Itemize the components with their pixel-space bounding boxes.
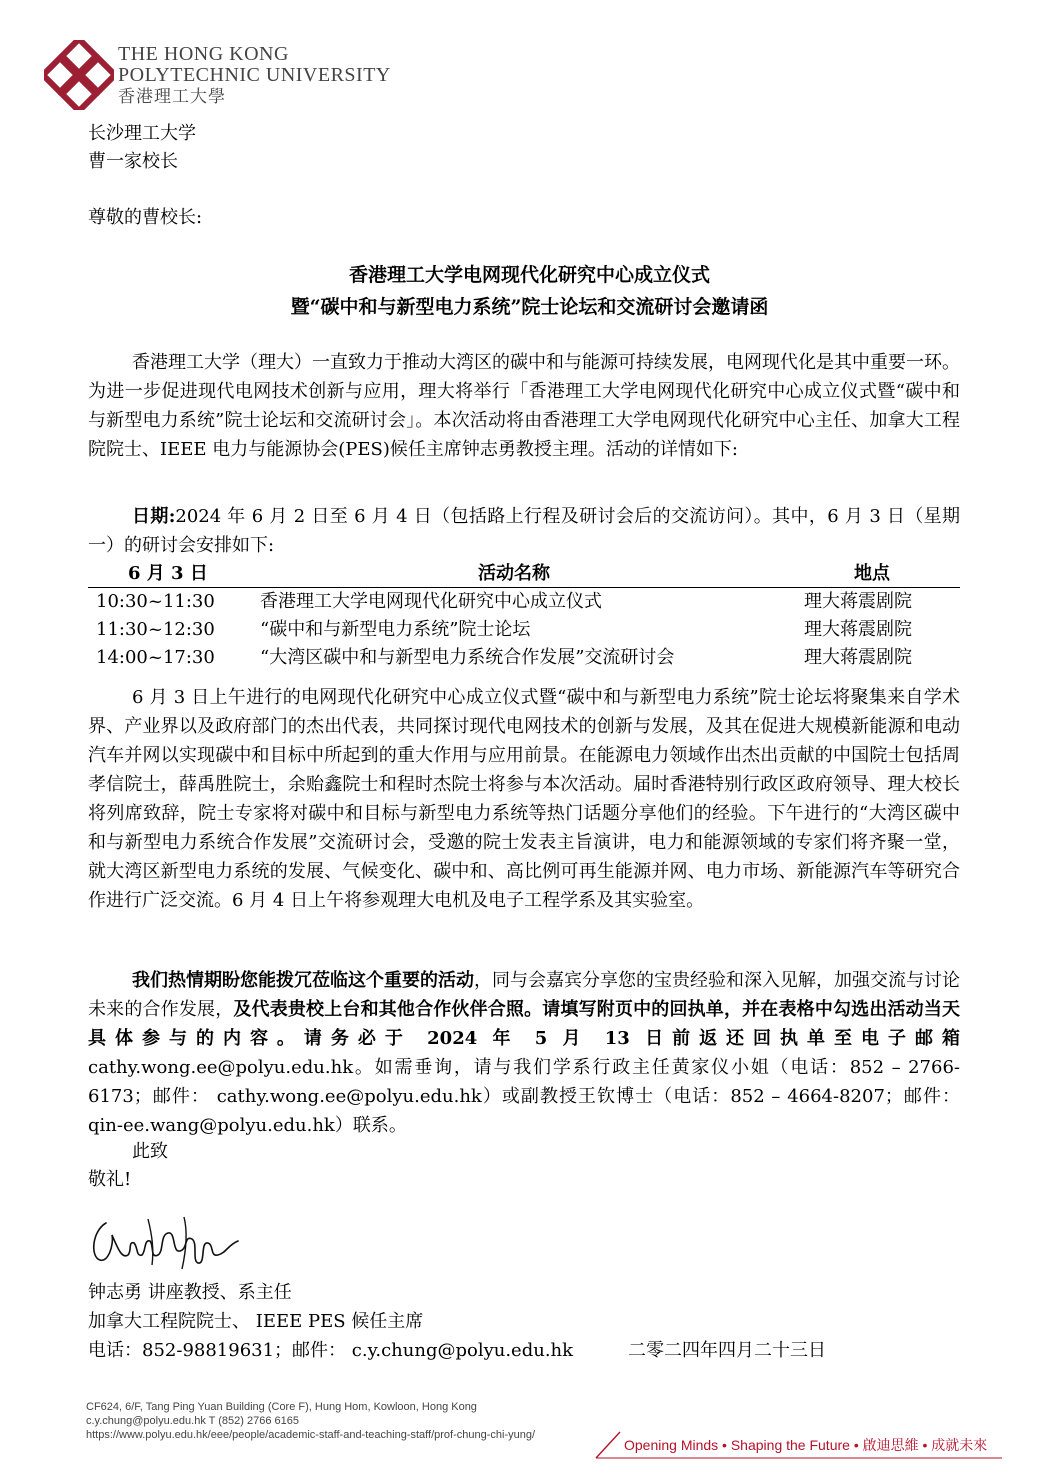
letter-date: 二零二四年四月二十三日 — [628, 1340, 826, 1361]
schedule-header-date: 6 月 3 日 — [128, 563, 208, 584]
university-name-line1: THE HONG KONG — [118, 43, 289, 65]
schedule-activity: “大湾区碳中和与新型电力系统合作发展”交流研讨会 — [260, 647, 675, 668]
letter-title-line1: 香港理工大学电网现代化研究中心成立仪式 — [348, 264, 710, 286]
footer-address-block — [86, 1400, 576, 1442]
signatory-title: 钟志勇 讲座教授、系主任 — [88, 1282, 292, 1303]
schedule-time: 14:00~17:30 — [96, 647, 215, 668]
signatory-contact: 电话：852-98819631；邮件： c.y.chung@polyu.edu.hk — [88, 1340, 574, 1361]
details-paragraph: 6 月 3 日上午进行的电网现代化研究中心成立仪式暨“碳中和与新型电力系统”院士论坛将聚集来自学术界、产业界以及政府部门的杰出代表，共同探讨现代电网技术的创新与发展，及其在促进大规模新能源和电动汽车并网以实现碳中和目标中所起到的重大作用与应用前景。在能源电力领域作出杰出贡献的中国院士包括周孝信院士，薛禹胜院士，余贻鑫院士和程时杰院士将参与本次活动。届时香港特别行政区政府领导、理大校长将列席致辞，院士专家将对碳中和目标与新型电力系统等热门话题分享他们的经验。下午进行的“大湾区碳中和与新型电力系统合作发展”交流研讨会，受邀的院士发表主旨演讲，电力和能源领域的专家们将齐聚一堂，就大湾区新型电力系统的发展、气候变化、碳中和、高比例可再生能源并网、电力市场、新能源汽车等研究合作进行广泛交流。6 月 4 日上午将参观理大电机及电子工程学系及其实验室。 — [88, 687, 960, 911]
polyu-logo-icon — [44, 40, 114, 110]
schedule-venue: 理大蒋震剧院 — [804, 619, 912, 640]
schedule-venue: 理大蒋震剧院 — [804, 647, 912, 668]
footer-slogan — [590, 1428, 1010, 1462]
invitation-text-2: cathy.wong.ee@polyu.edu.hk。如需垂询，请与我们学系行政主任黄家仪小姐（电话：852 – 2766-6173；邮件： cathy.wong.ee@polyu.edu.hk）或副教授王钦博士（电话：852 – 4664-8207；邮件：qin-ee.wang@polyu.edu.hk）联系。 — [88, 1057, 960, 1136]
invitation-paragraph — [88, 966, 960, 1140]
salutation: 尊敬的曹校长: — [88, 207, 203, 228]
addressee-person: 曹一家校长 — [88, 151, 178, 172]
closing-line1: 此致 — [132, 1141, 168, 1162]
table-row — [88, 588, 960, 616]
table-row — [88, 644, 960, 672]
schedule-time: 10:30~11:30 — [96, 591, 215, 612]
slogan-text: Opening Minds • Shaping the Future • 啟迪思維 • 成就未來 — [624, 1437, 988, 1453]
letter-title-line2: 暨“碳中和与新型电力系统”院士论坛和交流研讨会邀请函 — [290, 296, 769, 318]
closing-line2: 敬礼! — [88, 1169, 132, 1190]
schedule-time: 11:30~12:30 — [96, 619, 215, 640]
schedule-activity: 香港理工大学电网现代化研究中心成立仪式 — [260, 591, 602, 612]
university-name-chinese: 香港理工大學 — [118, 87, 226, 106]
footer-url[interactable]: https://www.polyu.edu.hk/eee/people/academic-staff-and-teaching-staff/prof-chung-chi-yung/ — [86, 1429, 536, 1441]
invitation-bold-1: 我们热情期盼您能拨冗莅临这个重要的活动 — [132, 970, 474, 991]
schedule-header-venue: 地点 — [854, 563, 890, 584]
table-row — [88, 616, 960, 644]
handwritten-signature — [88, 1205, 248, 1275]
schedule-table — [88, 560, 960, 672]
addressee-institution: 长沙理工大学 — [88, 123, 196, 144]
schedule-header-activity: 活动名称 — [478, 563, 550, 584]
date-paragraph — [88, 502, 960, 560]
university-name-line2: POLYTECHNIC UNIVERSITY — [118, 64, 391, 86]
addressee — [88, 120, 196, 176]
invitation-bold-2: 及代表贵校上台和其他合作伙伴合照。请填写附页中的回执单，并在表格中勾选出活动当天具体参与的内容。请务必于 2024 年 5 月 13 日前返还回执单至电子邮箱 — [88, 999, 961, 1049]
schedule-header-row — [88, 560, 960, 588]
schedule-venue: 理大蒋震剧院 — [804, 591, 912, 612]
intro-paragraph: 香港理工大学（理大）一直致力于推动大湾区的碳中和与能源可持续发展，电网现代化是其中重要一环。为进一步促进现代电网技术创新与应用，理大将举行「香港理工大学电网现代化研究中心成立仪式暨“碳中和与新型电力系统”院士论坛和交流研讨会」。本次活动将由香港理工大学电网现代化研究中心主任、加拿大工程院院士、IEEE 电力与能源协会(PES)候任主席钟志勇教授主理。活动的详情如下: — [88, 352, 960, 460]
invitation-text-1: ，同与会嘉宾分享您的宝贵经验和深入见解，加强交流与讨论未来的合作发展， — [88, 970, 960, 1020]
schedule-activity: “碳中和与新型电力系统”院士论坛 — [260, 619, 531, 640]
signatory-honors: 加拿大工程院院士、 IEEE PES 候任主席 — [88, 1311, 424, 1332]
footer-contact: c.y.chung@polyu.edu.hk T (852) 2766 6165 — [86, 1415, 299, 1427]
date-text: 2024 年 6 月 2 日至 6 月 4 日（包括路上行程及研讨会后的交流访问）。其中，6 月 3 日（星期一）的研讨会安排如下: — [88, 506, 960, 556]
university-name — [118, 44, 391, 107]
signatory-block — [88, 1278, 573, 1365]
footer-address: CF624, 6/F, Tang Ping Yuan Building (Core F), Hung Hom, Kowloon, Hong Kong — [86, 1401, 477, 1413]
date-label: 日期: — [132, 506, 176, 527]
